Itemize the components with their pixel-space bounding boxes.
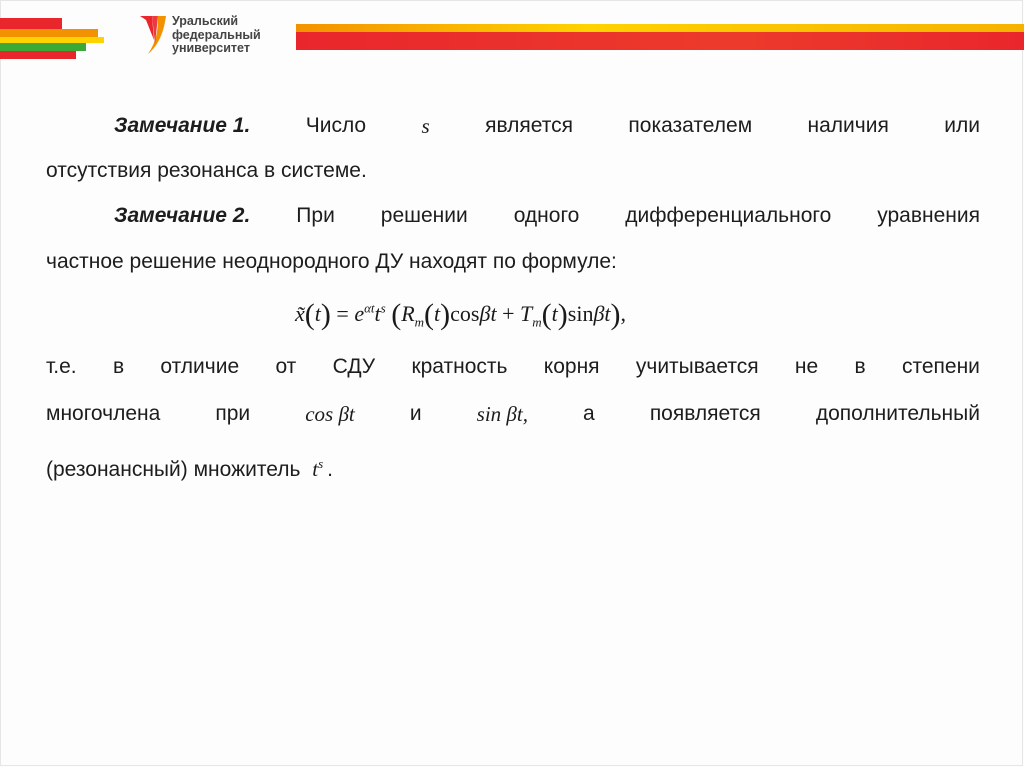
stripe-long-bottom xyxy=(296,32,1024,50)
university-logo-text xyxy=(172,15,261,56)
conclusion-word: а xyxy=(583,402,595,425)
paren-open: ( xyxy=(304,298,315,331)
formula-exp: αt xyxy=(364,300,375,316)
formula-comma: , xyxy=(620,301,627,326)
formula-s: s xyxy=(380,300,386,316)
stripe-red-top xyxy=(0,18,62,29)
sin-beta-t: sin βt, xyxy=(476,402,528,426)
stripe-red-left xyxy=(0,51,76,59)
remark1-word: или xyxy=(944,114,980,137)
logo-line-1: Уральский xyxy=(172,14,239,28)
conclusion-line3 xyxy=(46,455,980,484)
formula-eq: = xyxy=(336,301,349,326)
stripe-green xyxy=(0,43,86,51)
ts-factor xyxy=(312,457,323,481)
remark1-line1 xyxy=(114,112,980,140)
formula-sin: sin xyxy=(567,301,594,326)
conclusion-word: СДУ xyxy=(332,355,376,378)
formula-t: t xyxy=(314,301,321,326)
conclusion-word: не xyxy=(794,355,819,378)
conclusion-word: отличие xyxy=(160,355,240,378)
conclusion-word: и xyxy=(409,402,422,425)
conclusion-word: при xyxy=(215,402,251,425)
remark1-word: показателем xyxy=(628,114,753,137)
conclusion-word: в xyxy=(112,355,125,378)
conclusion-word: корня xyxy=(543,355,600,378)
remark1-line2: отсутствия резонанса в системе. xyxy=(46,159,367,182)
formula-e: e xyxy=(354,301,365,326)
particular-solution-formula xyxy=(295,298,626,332)
conclusion-word: кратность xyxy=(411,355,508,378)
formula-cos: cos xyxy=(450,301,480,326)
conclusion-word: многочлена xyxy=(46,402,161,425)
final-period: . xyxy=(327,458,333,481)
ts-s: s xyxy=(318,456,324,471)
formula-bt: βt xyxy=(593,301,611,326)
conclusion-line1 xyxy=(46,353,980,381)
formula-plus: + xyxy=(502,301,515,326)
paren-close: ) xyxy=(440,298,451,331)
remark1-var-s: s xyxy=(421,114,430,138)
formula-R-sub: m xyxy=(414,314,425,330)
remark2-line2: частное решение неоднородного ДУ находят по формуле: xyxy=(46,250,617,273)
conclusion-word: появляется xyxy=(649,402,761,425)
formula-R: R xyxy=(401,301,415,326)
stripe-orange xyxy=(0,29,98,37)
logo-line-2: федеральный xyxy=(172,27,261,42)
remark2-line1 xyxy=(114,202,980,230)
formula-x-tilde: x̃ xyxy=(295,301,305,326)
conclusion-word: от xyxy=(275,355,297,378)
formula-t: t xyxy=(551,301,558,326)
formula-T: T xyxy=(520,301,533,326)
remark1-word: является xyxy=(485,114,574,137)
conclusion-word: степени xyxy=(901,355,980,378)
formula-bt: βt xyxy=(479,301,497,326)
formula-t: t xyxy=(434,301,441,326)
conclusion-word: т.е. xyxy=(46,355,77,378)
formula-T-sub: m xyxy=(532,314,542,330)
paren-close: ) xyxy=(557,298,568,331)
paren-open: ( xyxy=(541,298,552,331)
formula-t2: t xyxy=(374,301,381,326)
remark1-word: наличия xyxy=(807,114,889,137)
ts-t: t xyxy=(312,457,319,481)
remark2-word: уравнения xyxy=(877,204,980,227)
paren-close: ) xyxy=(320,298,331,331)
conclusion-line2 xyxy=(46,400,980,428)
conclusion-word: учитывается xyxy=(635,355,759,378)
conclusion-line3-text: (резонансный) множитель xyxy=(46,458,301,481)
paren-open: ( xyxy=(424,298,435,331)
conclusion-word: дополнительный xyxy=(815,402,980,425)
remark2-word: одного xyxy=(513,204,580,227)
stripe-long-top xyxy=(296,24,1024,32)
cos-beta-t: cos βt xyxy=(305,402,355,426)
remark2-word: решении xyxy=(380,204,468,227)
logo-line-3: университет xyxy=(172,41,250,55)
remark2-word: дифференциального xyxy=(625,204,832,227)
conclusion-word: в xyxy=(854,355,866,378)
remark1-word: Число xyxy=(305,114,367,137)
remark1-label: Замечание 1. xyxy=(114,114,251,137)
remark2-label: Замечание 2. xyxy=(114,204,251,227)
paren-open-big: ( xyxy=(391,298,402,331)
remark2-word: При xyxy=(296,204,335,227)
university-logo-icon xyxy=(138,14,168,56)
paren-close-big: ) xyxy=(610,298,621,331)
